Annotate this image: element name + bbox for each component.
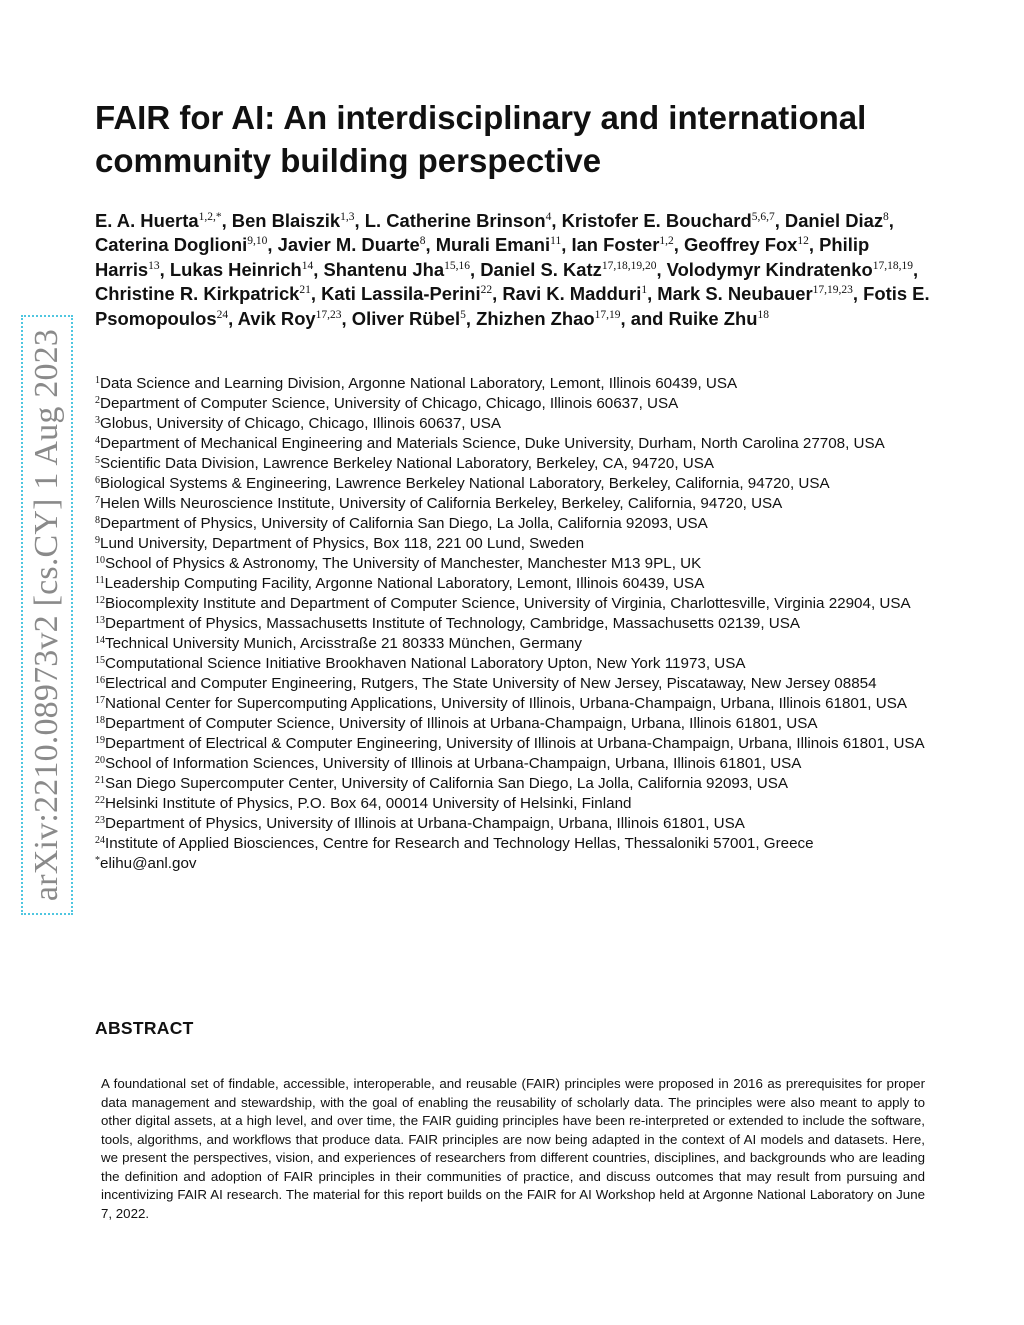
- affiliation-number: 1: [95, 375, 100, 386]
- affiliation-number: 18: [95, 715, 105, 726]
- author-separator: ,: [310, 283, 322, 305]
- affiliation-text: Department of Physics, University of California San Diego, La Jolla, California 92093, USA: [100, 515, 708, 532]
- author-separator: ,: [267, 234, 278, 256]
- affiliation-number: 5: [95, 455, 100, 466]
- author-name: Murali Emani: [435, 234, 551, 256]
- corresponding-marker: *: [95, 855, 100, 866]
- author-list: [95, 209, 940, 331]
- author-name: Mark S. Neubauer: [657, 283, 813, 305]
- affiliation-number: 2: [95, 395, 100, 406]
- author-separator: ,: [425, 234, 436, 256]
- affiliation-text: Computational Science Initiative Brookhaven National Laboratory Upton, New York 11973, USA: [105, 655, 746, 672]
- author-name: Ben Blaiszik: [231, 210, 341, 231]
- affiliation-number: 6: [95, 475, 100, 486]
- affiliation-item: [95, 434, 935, 454]
- affiliation-text: Scientific Data Division, Lawrence Berkeley National Laboratory, Berkeley, CA, 94720, USA: [100, 455, 714, 472]
- author-separator: ,: [228, 307, 238, 329]
- affiliation-number: 21: [95, 775, 105, 786]
- affiliation-text: Department of Computer Science, University of Illinois at Urbana-Champaign, Urbana, Illinois 61801, USA: [105, 715, 818, 732]
- affiliation-item: [95, 394, 935, 414]
- abstract-heading: ABSTRACT: [95, 1018, 194, 1038]
- affiliation-text: Department of Physics, Massachusetts Institute of Technology, Cambridge, Massachusetts 02139, USA: [105, 615, 801, 632]
- affiliation-item: [95, 454, 935, 474]
- author-affiliation-marker: 22: [480, 284, 493, 297]
- author-affiliation-marker: 14: [301, 259, 314, 272]
- affiliation-number: 12: [95, 595, 105, 606]
- author-separator: ,: [465, 307, 477, 329]
- affiliation-list: [95, 374, 935, 874]
- affiliation-number: 19: [95, 735, 105, 746]
- author-separator: ,: [808, 234, 820, 256]
- author-name: Kati Lassila-Perini: [321, 283, 481, 305]
- author-affiliation-marker: 5,6,7: [751, 211, 775, 223]
- author-name: Christine R. Kirkpatrick: [95, 283, 300, 305]
- author-separator: ,: [354, 210, 365, 231]
- affiliation-number: 11: [95, 575, 105, 586]
- affiliation-item: [95, 814, 935, 834]
- affiliation-item: [95, 614, 935, 634]
- author-affiliation-marker: 1,3: [340, 211, 355, 223]
- affiliation-item: [95, 534, 935, 554]
- affiliation-number: 20: [95, 755, 105, 766]
- affiliation-text: Biological Systems & Engineering, Lawrence Berkeley National Laboratory, Berkeley, California, 94720, USA: [100, 475, 830, 492]
- affiliation-number: 13: [95, 615, 105, 626]
- affiliation-item: [95, 474, 935, 494]
- author-separator: ,: [673, 234, 684, 256]
- affiliation-text: School of Information Sciences, University of Illinois at Urbana-Champaign, Urbana, Illinois 61801, USA: [105, 755, 802, 772]
- author-name: Lukas Heinrich: [169, 258, 302, 280]
- author-name: Fotis E. Psomopoulos: [95, 283, 930, 329]
- author-separator: ,: [561, 234, 572, 256]
- affiliation-item: [95, 754, 935, 774]
- author-name: Shantenu Jha: [323, 258, 445, 280]
- author-affiliation-marker: 1,2,*: [198, 211, 222, 223]
- author-affiliation-marker: 17,19,23: [812, 284, 853, 297]
- affiliation-number: 10: [95, 555, 105, 566]
- author-name: L. Catherine Brinson: [364, 210, 546, 231]
- author-name: Ruike Zhu: [668, 307, 758, 329]
- abstract-body: A foundational set of findable, accessible, interoperable, and reusable (FAIR) principles were proposed in 2016 as prerequisites for proper data management and stewardship, with the goal of enabling the reusability of scholarly data. The principles were also meant to apply to other digital assets, at a high level, and over time, the FAIR guiding principles have been re-interpreted or extended to include the software, tools, algorithms, and workflows that produce data. FAIR principles are now being adapted in the context of AI models and datasets. Here, we present the perspectives, vision, and experiences of researchers from different countries, disciplines, and backgrounds who are leading the definition and adoption of FAIR principles in their communities of practice, and discuss outcomes that may result from pursuing and incentivizing FAIR AI research. The material for this report builds on the FAIR for AI Workshop held at Argonne National Laboratory on June 7, 2022.: [101, 1076, 925, 1221]
- paper-title: FAIR for AI: An interdisciplinary and international community building perspective: [95, 99, 867, 179]
- affiliation-number: 17: [95, 695, 105, 706]
- affiliation-text: Technical University Munich, Arcisstraße 21 80333 München, Germany: [105, 635, 582, 652]
- affiliation-number: 24: [95, 835, 105, 846]
- affiliation-text: Institute of Applied Biosciences, Centre for Research and Technology Hellas, Thessaloniki 57001, Greece: [105, 835, 814, 852]
- affiliation-item: [95, 714, 935, 734]
- author-name: Daniel S. Katz: [480, 258, 602, 280]
- author-name: E. A. Huerta: [95, 210, 199, 231]
- affiliation-number: 16: [95, 675, 105, 686]
- author-affiliation-marker: 15,16: [444, 259, 470, 272]
- author-separator: ,: [913, 258, 919, 280]
- affiliation-item: [95, 594, 935, 614]
- affiliation-number: 14: [95, 635, 105, 646]
- affiliation-text: National Center for Supercomputing Applications, University of Illinois, Urbana-Champaign, Urbana, Illinois 61801, USA: [105, 695, 907, 712]
- author-separator: ,: [492, 283, 503, 305]
- author-name: Oliver Rübel: [351, 307, 461, 329]
- author-affiliation-marker: 8: [419, 235, 426, 248]
- author-separator: ,: [469, 258, 481, 280]
- author-affiliation-marker: 8: [883, 211, 889, 223]
- affiliation-item: [95, 834, 935, 854]
- affiliation-text: Lund University, Department of Physics, Box 118, 221 00 Lund, Sweden: [100, 535, 585, 552]
- affiliation-text: San Diego Supercomputer Center, University of California San Diego, La Jolla, California 92093, USA: [105, 775, 788, 792]
- author-name: Zhizhen Zhao: [476, 307, 595, 329]
- author-separator: ,: [852, 283, 864, 305]
- affiliation-item: [95, 554, 935, 574]
- affiliation-number: 22: [95, 795, 105, 806]
- affiliation-item: [95, 374, 935, 394]
- author-separator: ,: [221, 210, 232, 231]
- author-affiliation-marker: 1,2: [659, 235, 674, 248]
- affiliation-item: [95, 774, 935, 794]
- arxiv-identifier-text: arXiv:2210.08973v2 [cs.CY] 1 Aug 2023: [28, 328, 65, 902]
- author-separator: ,: [656, 258, 667, 280]
- affiliation-text: Department of Electrical & Computer Engineering, University of Illinois at Urbana-Champaign, Urbana, Illinois 61801, USA: [105, 735, 925, 752]
- author-affiliation-marker: 17,19: [594, 308, 621, 321]
- author-separator: ,: [647, 283, 658, 305]
- author-affiliation-marker: 17,23: [315, 308, 342, 321]
- author-separator: ,: [888, 210, 894, 231]
- email-address[interactable]: elihu@anl.gov: [100, 855, 197, 872]
- author-separator: ,: [551, 210, 562, 231]
- author-name: Avik Roy: [237, 307, 316, 329]
- author-separator: , and: [620, 307, 669, 329]
- author-affiliation-marker: 11: [550, 235, 562, 248]
- author-name: Caterina Doglioni: [95, 234, 248, 256]
- affiliation-item: [95, 494, 935, 514]
- author-affiliation-marker: 17,18,19,20: [601, 259, 657, 272]
- author-separator: ,: [341, 307, 352, 329]
- affiliation-item: [95, 654, 935, 674]
- author-name: Ravi K. Madduri: [502, 283, 642, 305]
- affiliation-text: Helsinki Institute of Physics, P.O. Box 64, 00014 University of Helsinki, Finland: [105, 795, 632, 812]
- affiliation-item: [95, 734, 935, 754]
- author-affiliation-marker: 12: [797, 235, 809, 248]
- author-separator: ,: [774, 210, 785, 231]
- author-name: Philip Harris: [95, 234, 870, 280]
- affiliation-item: [95, 694, 935, 714]
- affiliation-item: [95, 674, 935, 694]
- affiliation-text: Department of Computer Science, University of Chicago, Chicago, Illinois 60637, USA: [100, 395, 679, 412]
- author-name: Kristofer E. Bouchard: [561, 210, 752, 231]
- affiliation-number: 4: [95, 435, 100, 446]
- affiliation-number: 9: [95, 535, 100, 546]
- author-affiliation-marker: 1: [641, 284, 648, 297]
- affiliation-item: [95, 514, 935, 534]
- affiliation-text: Biocomplexity Institute and Department of Computer Science, University of Virginia, Charlottesville, Virginia 22904, USA: [105, 595, 911, 612]
- affiliation-text: Leadership Computing Facility, Argonne National Laboratory, Lemont, Illinois 60439, USA: [104, 575, 705, 592]
- author-name: Ian Foster: [571, 234, 660, 256]
- affiliation-number: 23: [95, 815, 105, 826]
- author-affiliation-marker: 13: [148, 259, 160, 272]
- author-separator: ,: [313, 258, 324, 280]
- affiliation-text: Department of Physics, University of Illinois at Urbana-Champaign, Urbana, Illinois 61801, USA: [105, 815, 745, 832]
- affiliation-number: 3: [95, 415, 100, 426]
- arxiv-identifier-stamp[interactable]: [21, 315, 73, 915]
- author-affiliation-marker: 24: [216, 308, 229, 321]
- corresponding-email: [95, 854, 935, 874]
- affiliation-number: 8: [95, 515, 100, 526]
- affiliation-item: [95, 794, 935, 814]
- affiliation-number: 15: [95, 655, 105, 666]
- author-name: Daniel Diaz: [784, 210, 884, 231]
- affiliation-item: [95, 634, 935, 654]
- author-name: Javier M. Duarte: [277, 234, 420, 256]
- author-affiliation-marker: 4: [545, 211, 552, 223]
- affiliation-text: Department of Mechanical Engineering and Materials Science, Duke University, Durham, North Carolina 27708, USA: [100, 435, 885, 452]
- author-name: Volodymyr Kindratenko: [666, 258, 873, 280]
- author-affiliation-marker: 5: [460, 308, 466, 321]
- affiliation-number: 7: [95, 495, 100, 506]
- author-affiliation-marker: 9,10: [247, 235, 268, 248]
- author-affiliation-marker: 18: [757, 308, 769, 321]
- affiliation-item: [95, 414, 935, 434]
- author-name: Geoffrey Fox: [683, 234, 798, 256]
- affiliation-text: Electrical and Computer Engineering, Rutgers, The State University of New Jersey, Piscataway, New Jersey 08854: [105, 675, 877, 692]
- affiliation-text: Data Science and Learning Division, Argonne National Laboratory, Lemont, Illinois 60439, USA: [100, 375, 738, 392]
- affiliation-text: Globus, University of Chicago, Chicago, Illinois 60637, USA: [100, 415, 501, 432]
- affiliation-item: [95, 574, 935, 594]
- affiliation-text: School of Physics & Astronomy, The University of Manchester, Manchester M13 9PL, UK: [105, 555, 702, 572]
- author-affiliation-marker: 21: [299, 284, 311, 297]
- affiliation-text: Helen Wills Neuroscience Institute, University of California Berkeley, Berkeley, California, 94720, USA: [100, 495, 783, 512]
- author-separator: ,: [159, 258, 170, 280]
- author-affiliation-marker: 17,18,19: [872, 259, 913, 272]
